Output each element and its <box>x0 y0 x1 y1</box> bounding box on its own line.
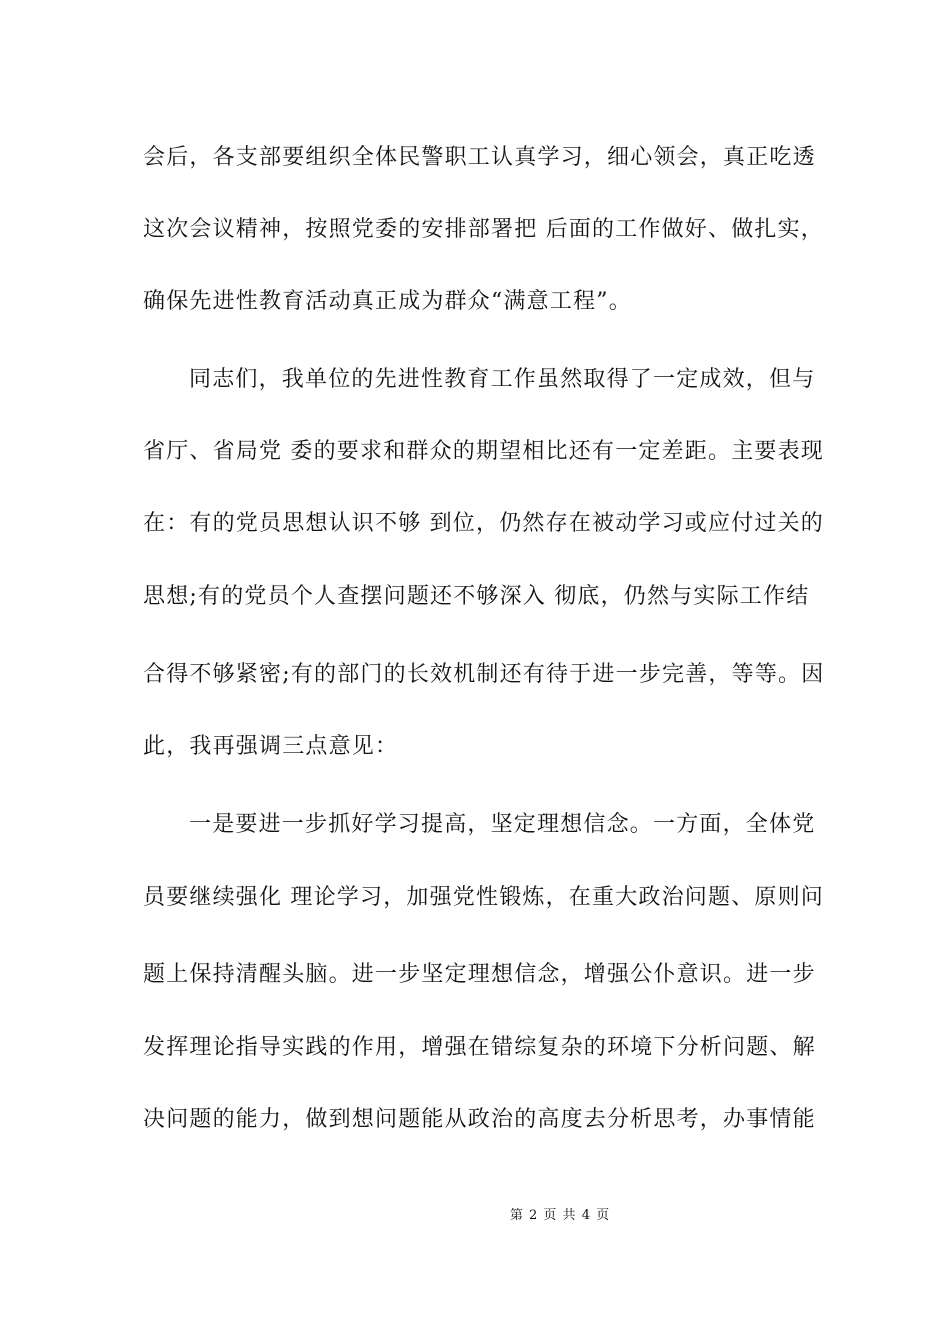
paragraph-3-line-3: 题上保持清醒头脑。进一步坚定理想信念，增强公仆意识。进一步 <box>143 962 816 987</box>
paragraph-2-line-5: 合得不够紧密;有的部门的长效机制还有待于进一步完善，等等。因 <box>143 662 825 687</box>
paragraph-3-line-2: 员要继续强化 理论学习，加强党性锻炼，在重大政治问题、原则问 <box>143 885 824 910</box>
paragraph-2-line-3: 在：有的党员思想认识不够 到位，仍然存在被动学习或应付过关的 <box>143 511 824 536</box>
paragraph-3-line-5: 决问题的能力，做到想问题能从政治的高度去分析思考，办事情能 <box>143 1107 816 1132</box>
paragraph-1-line-3: 确保先进性教育活动真正成为群众“满意工程”。 <box>143 289 632 314</box>
page-number: 第 2 页 共 4 页 <box>509 1208 611 1223</box>
paragraph-2-line-2: 省厅、省局党 委的要求和群众的期望相比还有一定差距。主要表现 <box>143 439 824 464</box>
paragraph-2-line-1: 同志们，我单位的先进性教育工作虽然取得了一定成效，但与 <box>189 367 816 392</box>
paragraph-1-line-2: 这次会议精神，按照党委的安排部署把 后面的工作做好、做扎实， <box>143 217 824 242</box>
paragraph-3-line-4: 发挥理论指导实践的作用，增强在错综复杂的环境下分析问题、解 <box>143 1035 816 1060</box>
paragraph-2-line-4: 思想;有的党员个人查摆问题还不够深入 彻底，仍然与实际工作结 <box>143 584 810 609</box>
paragraph-1-line-1: 会后，各支部要组织全体民警职工认真学习，细心领会，真正吃透 <box>143 145 816 170</box>
paragraph-3-line-1: 一是要进一步抓好学习提高，坚定理想信念。一方面，全体党 <box>189 812 816 837</box>
paragraph-2-line-6: 此，我再强调三点意见： <box>143 734 399 759</box>
